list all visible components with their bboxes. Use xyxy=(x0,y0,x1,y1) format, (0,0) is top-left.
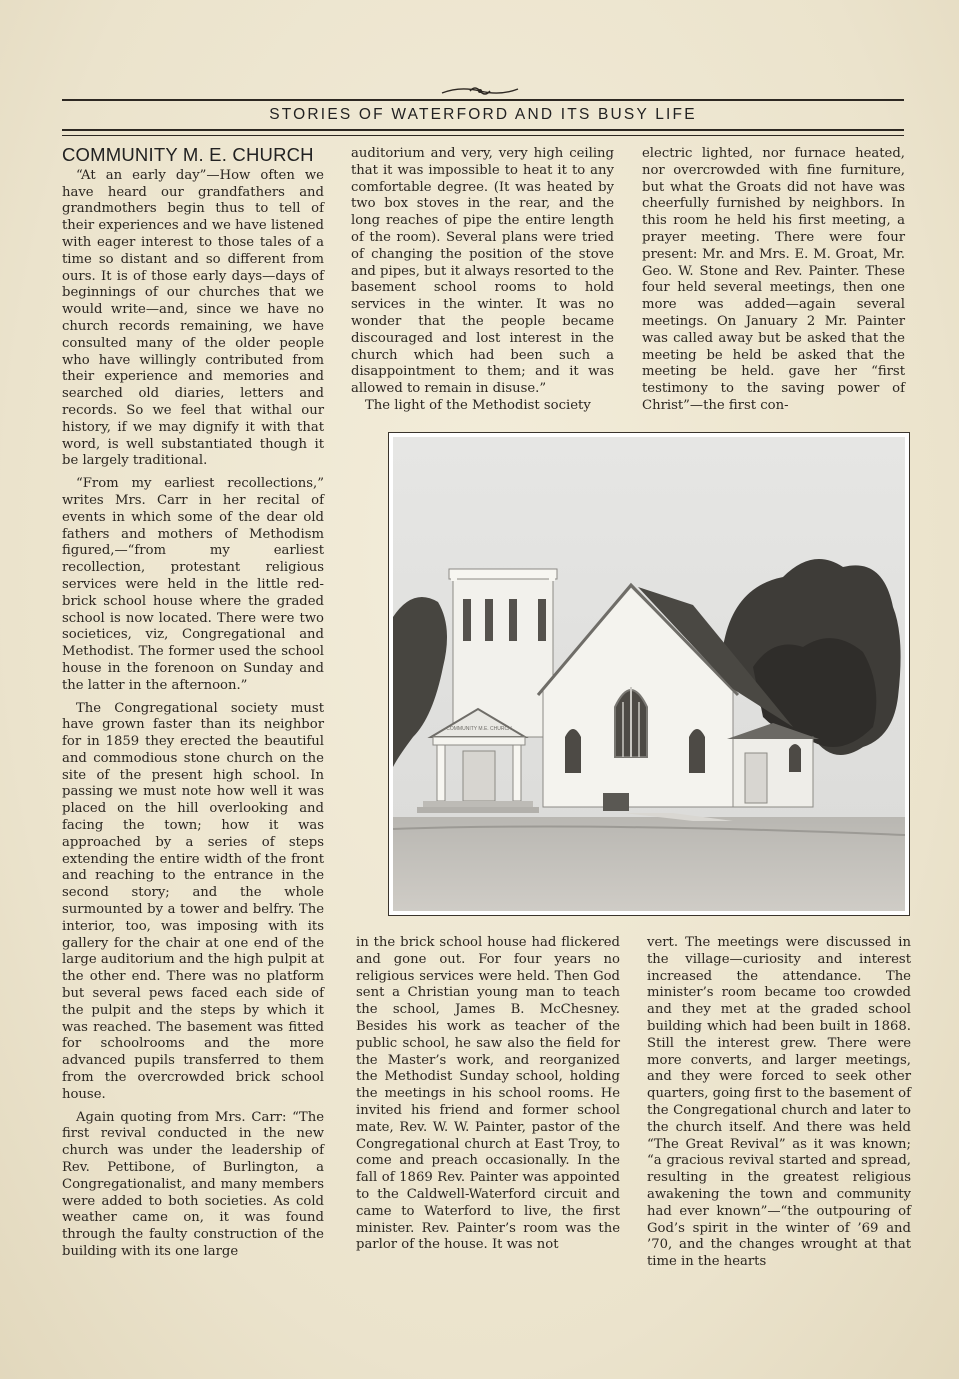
header-rule-bottom-thick xyxy=(62,129,904,131)
paragraph: The Congregational society must have grown faster than its neighbor for in 1859 they erected the beautiful and commodious stone church on the site of the present high school. In passing we must note how well it was placed on the hill overlooking and facing the town; how it was approached by a series of steps extending the entire width of the front and reaching to the entrance in the second story; and the whole surmounted by a tower and belfry. The interior, too, was imposing with its gallery for the chair at one end of the large auditorium and the high pulpit at the other end. There was no platform but several pews faced each side of the pulpit and the steps by which it was reached. The basement was fitted for schoolrooms and the more advanced pupils transferred to them from the overcrowded brick school house. xyxy=(62,700,324,1102)
paragraph: “From my earliest recollections,” writes Mrs. Carr in her recital of events in which some of the dear old fathers and mothers of Methodism figured,—“from my earliest recollection, protestant religious services were held in the little red-brick school house where the graded school is now located. There were two societices, viz, Congregational and Methodist. The former used the school house in the forenoon on Sunday and the latter in the afternoon.” xyxy=(62,476,324,693)
header-ornament xyxy=(440,84,520,98)
article-column-1 xyxy=(62,144,324,1261)
church-sign-text: COMMUNITY M.E. CHURCH xyxy=(446,726,512,732)
church-photo-image xyxy=(393,437,905,911)
paragraph: The light of the Methodist society xyxy=(365,397,591,413)
article-column-3-bottom xyxy=(647,935,911,1271)
paragraph: vert. The meetings were discussed in the village—curiosity and interest increased the attendance. The minister’s room became too crowded and they met at the graded school building which had been built in 1868. Still the interest grew. There were more converts, and larger meetings, and they were forced to seek other quarters, going first to the basement of the Congregational church and later to the church itself. And there was held “The Great Revival” as it was known; “a gracious revival started and spread, resulting in the greatest religious awakening the town and community had ever known”—“the outpouring of God’s spirit in the winter of ’69 and ’70, and the changes wrought at that time in the hearts xyxy=(647,935,911,1270)
paragraph: in the brick school house had flickered and gone out. For four years no religious services were held. Then God sent a Christian young man to teach the school, James B. McChesney. Besides his work as teacher of the public school, he saw also the field for the Master’s work, and reorganized the Methodist Sunday school, holding the meetings in his school rooms. He invited his friend and former school mate, Rev. W. W. Painter, pastor of the Congregational church at East Troy, to come and preach occasionally. In the fall of 1869 Rev. Painter was appointed to the Caldwell-Waterford circuit and came to Waterford to live, the first minister. Rev. Painter’s room was the parlor of the house. It was not xyxy=(356,935,620,1253)
paragraph: auditorium and very, very high ceiling that it was impossible to heat it to any comfortable degree. (It was heated by two box stoves in the rear, and the long reaches of pipe the entire length of the room). Several plans were tried of changing the position of the stove and pipes, but it always resorted to the basement school rooms to hold services in the winter. It was no wonder that the people became discouraged and lost interest in the church which had been such a disappointment to them; and it was allowed to remain in disuse.” xyxy=(351,146,614,397)
running-header: STORIES OF WATERFORD AND ITS BUSY LIFE xyxy=(269,106,697,123)
paragraph: Again quoting from Mrs. Carr: “The first revival conducted in the new church was under the leadership of Rev. Pettibone, of Burlington, a Congregationalist, and many members were added to both societies. As cold weather came on, it was found through the faulty construction of the building with its one large xyxy=(62,1109,324,1259)
header-rule-bottom-thin xyxy=(62,135,904,136)
header-rule-top xyxy=(62,99,904,101)
paragraph: “At an early day”—How often we have heard our grandfathers and grandmothers begin thus to tell of their experiences and we have listened with eager interest to those tales of a time so distant and so different from ours. It is of those early days—days of beginnings of our churches that we would write—and, since we have no church records remaining, we have consulted many of the older people who have willingly contributed from their experience and memories and searched old diaries, letters and records. So we feel that withal our history, if we may dignify it with that word, is well substantiated though it be largely traditional. xyxy=(62,167,324,469)
article-column-2-bottom xyxy=(356,935,620,1254)
church-photograph xyxy=(388,432,910,916)
article-title: COMMUNITY M. E. CHURCH xyxy=(62,144,314,165)
article-column-3-top xyxy=(642,146,905,415)
article-column-2-top xyxy=(351,146,614,415)
paragraph: electric lighted, nor furnace heated, nor overcrowded with fine furniture, but what the Groats did not have was cheerfully furnished by neighbors. In this room he held his first meeting, a prayer meeting. There were four present: Mr. and Mrs. E. M. Groat, Mr. Geo. W. Stone and Rev. Painter. These four held several meetings, then one more was added—again several meetings. On January 2 Mr. Painter was called away but be asked that the meeting be held be asked that the meeting be held. gave her “first testimony to the saving power of Christ”—the first con- xyxy=(642,146,905,413)
